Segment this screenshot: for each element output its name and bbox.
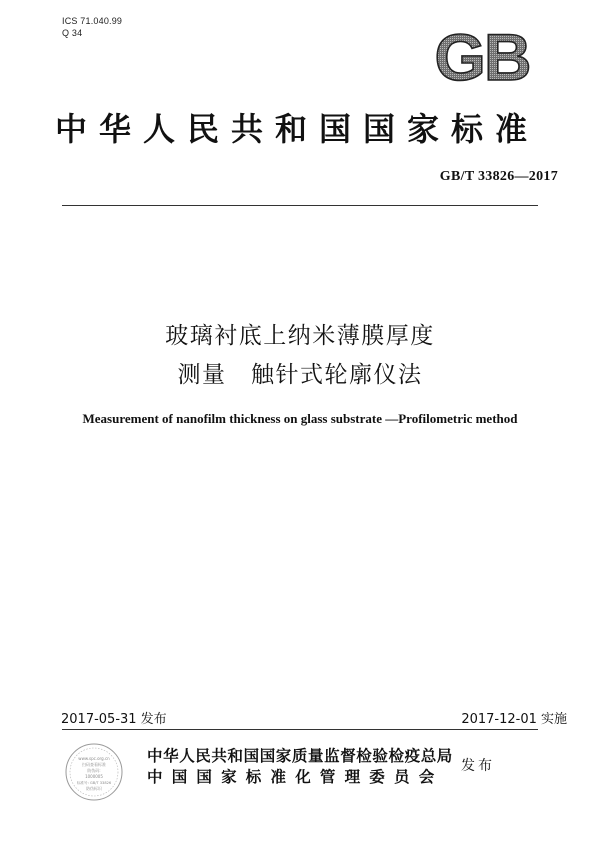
ics-code: ICS 71.040.99 [62, 16, 123, 26]
ccs-code: Q 34 [62, 28, 83, 38]
top-divider [62, 205, 538, 206]
gb-logo-icon [426, 28, 538, 86]
seal-line-1: www.spc.org.cn [78, 756, 110, 761]
seal-line-3: 防伪码: [87, 768, 101, 773]
document-title-zh-line2: 测量 触针式轮廓仪法 [177, 362, 423, 388]
anti-counterfeit-seal-icon [64, 742, 124, 802]
document-title-en: Measurement of nanofilm thickness on glass substrate —Profilometric method [82, 411, 518, 426]
seal-line-5: 标准号: GB/T 33826 [76, 781, 112, 785]
seal-line-6: 防伪标识 [86, 786, 102, 791]
issue-date: 2017-05-31 发布 [61, 712, 167, 727]
seal-line-4: 1000005 [85, 774, 103, 779]
standard-category-title: 中华人民共和国国家标准 [55, 110, 540, 148]
bottom-divider [62, 729, 538, 730]
standard-number: GB/T 33826—2017 [439, 169, 558, 184]
issuer-aqsiq: 中华人民共和国国家质量监督检验检疫总局 [147, 747, 453, 765]
logo-text: GB [434, 28, 530, 86]
publish-label: 发布 [461, 758, 495, 774]
document-title-zh-line1: 玻璃衬底上纳米薄膜厚度 [165, 323, 435, 349]
issuer-sac: 中国国家标准化管理委员会 [147, 768, 444, 786]
implementation-date: 2017-12-01 实施 [461, 712, 567, 727]
seal-line-2: 扫码查看标准 [82, 762, 106, 767]
